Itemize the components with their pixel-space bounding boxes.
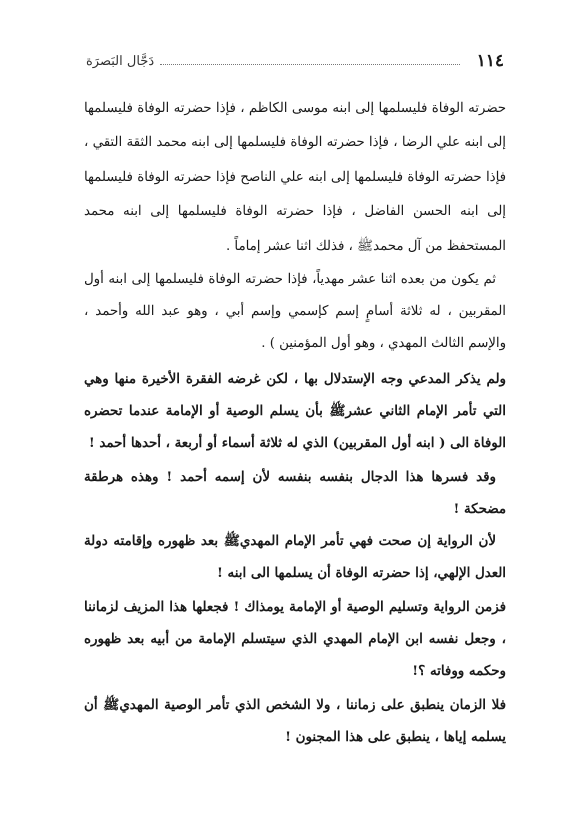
paragraph: فلا الزمان ينطبق على زماننا ، ولا الشخص الذي تأمر الوصية المهديﷺ أن يسلمه إياها ، ينطبق على هذا المجنون !	[84, 697, 506, 746]
paragraph: ولم يذكر المدعي وجه الإستدلال بها ، لكن غرضه الفقرة الأخيرة منها وهي التي تأمر الإمام الثاني عشرﷺ بأن يسلم الوصية أو الإمامة عندما تحضره الوفاة الى ( ابنه أول المقربين) الذي له ثلاثة أسماء أو أربعة ، أحدها أحمد !	[84, 371, 506, 452]
paragraph: ثم يكون من بعده اثنا عشر مهدياً، فإذا حضرته الوفاة فليسلمها إلى ابنه أول المقربين ، له ثلاثة أسامٍ إسم كإسمي وإسم أبي ، وهو عبد الله وأحمد ، والإسم الثالث المهدي ، وهو أول المؤمنين ) .	[84, 272, 506, 352]
paragraph: لأن الرواية إن صحت فهي تأمر الإمام المهديﷺ بعد ظهوره وإقامته دولة العدل الإلهي، إذا حضرته الوفاة أن يسلمها الى ابنه !	[84, 533, 506, 582]
header-dotted-rule	[160, 64, 460, 65]
page-header	[86, 50, 504, 76]
paragraph: وقد فسرها هذا الدجال بنفسه بنفسه لأن إسمه أحمد ! وهذه هرطقة مضحكة !	[84, 469, 506, 518]
body-text	[84, 92, 506, 753]
paragraph: فزمن الرواية وتسليم الوصية أو الإمامة يومذاك ! فجعلها هذا المزيف لزماننا ، وجعل نفسه ابن الإمام المهدي الذي سيتسلم الإمامة من أبيه بعد ظهوره وحكمه ووفاته ؟!	[84, 599, 506, 680]
running-title: دَجَّال البَصرَة	[86, 54, 155, 69]
page-number: ١١٤	[476, 51, 504, 71]
paragraph: حضرته الوفاة فليسلمها إلى ابنه موسى الكاظم ، فإذا حضرته الوفاة فليسلمها إلى ابنه علي الرضا ، فإذا حضرته الوفاة فليسلمها إلى ابنه محمد الثقة التقي ، فإذا حضرته الوفاة فليسلمها إلى ابنه علي الناصح فإذا حضرته الوفاة فليسلمها إلى ابنه الحسن الفاضل ، فإذا حضرته الوفاة فليسلمها إلى ابنه محمد المستحفظ من آل محمدﷺ ، فذلك اثنا عشر إماماً .	[84, 101, 506, 254]
